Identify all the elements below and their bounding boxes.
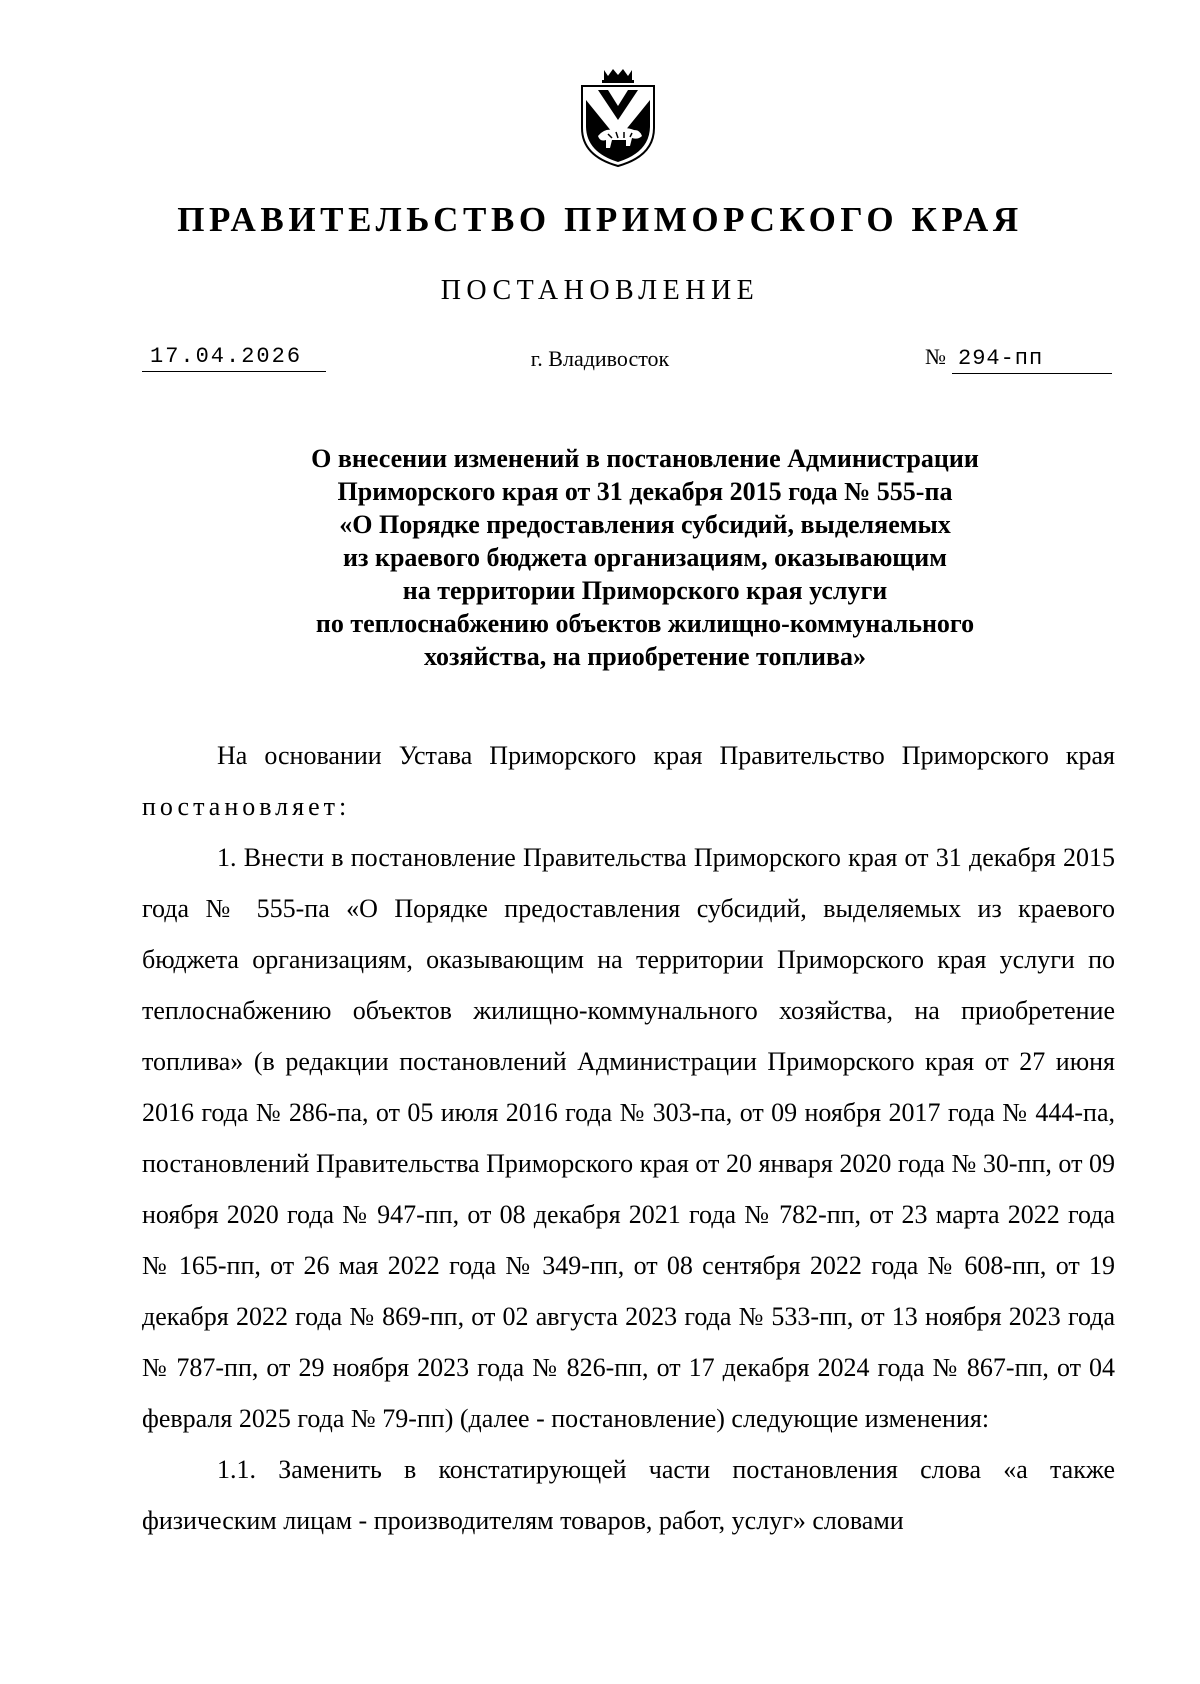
coat-of-arms-icon xyxy=(578,66,658,168)
preamble-resolves: постановляет: xyxy=(142,792,351,821)
document-body xyxy=(142,730,1115,1546)
document-city: г. Владивосток xyxy=(530,346,670,371)
subject-line: на территории Приморского края услуги xyxy=(402,576,888,605)
item-1-1-paragraph: 1.1. Заменить в констатирующей части постановления слова «а также физическим лицам - производителям товаров, работ, услуг» словами xyxy=(142,1455,1115,1535)
item-1-paragraph: 1. Внести в постановление Правительства Приморского края от 31 декабря 2015 года № 555-па «О Порядке предоставления субсидий, выделяемых из краевого бюджета организациям, оказывающим на территории Приморского края услуги по теплоснабжению объектов жилищно-коммунального хозяйства, на приобретение топлива» (в редакции постановлений Администрации Приморского края от 27 июня 2016 года № 286-па, от 05 июля 2016 года № 303-па, от 09 ноября 2017 года № 444-па, постановлений Правительства Приморского края от 20 января 2020 года № 30-пп, от 09 ноября 2020 года № 947-пп, от 08 декабря 2021 года № 782-пп, от 23 марта 2022 года № 165-пп, от 26 мая 2022 года № 349-пп, от 08 сентября 2022 года № 608-пп, от 19 декабря 2022 года № 869-пп, от 02 августа 2023 года № 533-пп, от 13 ноября 2023 года № 787-пп, от 29 ноября 2023 года № 826-пп, от 17 декабря 2024 года № 867-пп, от 04 февраля 2025 года № 79-пп) (далее - постановление) следующие изменения: xyxy=(142,843,1115,1433)
subject-line: из краевого бюджета организациям, оказывающим xyxy=(343,543,947,572)
document-type: ПОСТАНОВЛЕНИЕ xyxy=(440,275,760,306)
document-number: 294-пп xyxy=(952,345,1112,374)
preamble-paragraph xyxy=(142,730,1115,832)
subject-line: по теплоснабжению объектов жилищно-коммунального xyxy=(315,609,975,638)
subject-line: О внесении изменений в постановление Администрации xyxy=(311,444,979,473)
subject-line: «О Порядке предоставления субсидий, выделяемых xyxy=(339,510,951,539)
subject-line: хозяйства, на приобретение топлива» xyxy=(423,642,867,671)
government-title: ПРАВИТЕЛЬСТВО ПРИМОРСКОГО КРАЯ xyxy=(177,200,1023,239)
document-subject xyxy=(0,442,1200,673)
preamble-text: На основании Устава Приморского края Правительство Приморского края xyxy=(217,741,1115,770)
document-number-block xyxy=(925,343,1119,374)
subject-line: Приморского края от 31 декабря 2015 года № 555-па xyxy=(337,477,953,506)
number-sign: № xyxy=(925,344,946,369)
document-date: 17.04.2026 xyxy=(142,343,326,372)
